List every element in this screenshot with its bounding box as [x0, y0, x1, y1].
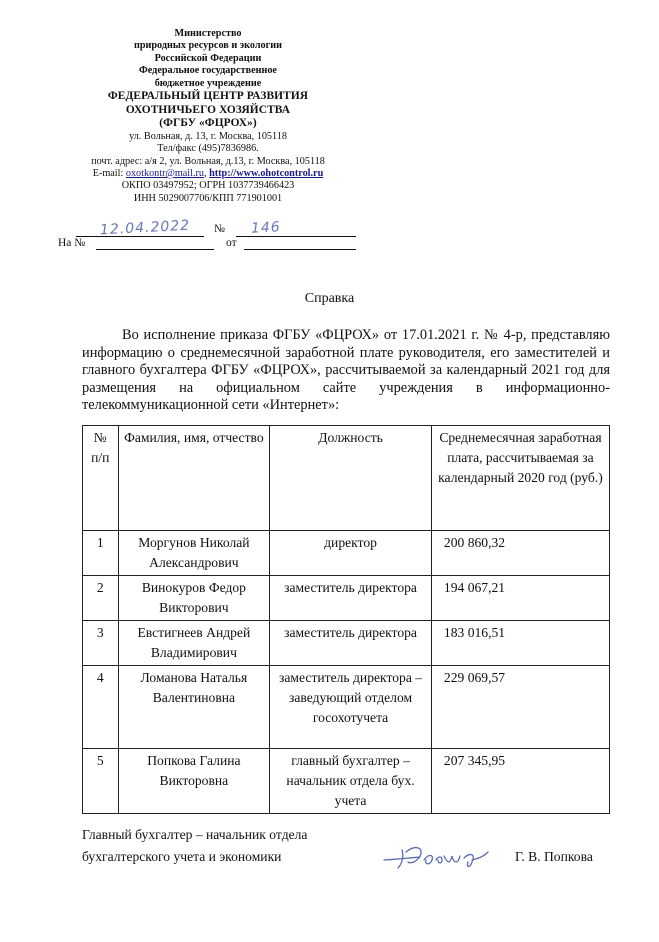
body-paragraph: Во исполнение приказа ФГБУ «ФЦРОХ» от 17.01.2021 г. № 4-р, представляю информацию о среднемесячной заработной плате руководителя, его заместителей и главного бухгалтера ФГБУ «ФЦРОХ», рассчитываемой за календарный 2021 год для размещения на официальном сайте учреждения в информационно-телекоммуникационной сети «Интернет»:: [82, 327, 610, 414]
okpo-line: ОКПО 03497952; ОГРН 1037739466423: [121, 180, 295, 192]
contacts-line: [72, 168, 344, 180]
table-row: [83, 666, 610, 749]
row-salary: 183 016,51: [431, 621, 609, 666]
header-salary: Среднемесячная заработная плата, рассчитываемая за календарный 2020 год (руб.): [431, 426, 609, 531]
table-row: [83, 621, 610, 666]
outgoing-number: 146: [250, 219, 282, 237]
website-link[interactable]: http://www.ohotcontrol.ru: [209, 168, 324, 180]
table-row: [83, 531, 610, 576]
ministry-line: природных ресурсов и экологии: [133, 40, 283, 52]
org-name-line: (ФГБУ «ФЦРОХ»): [159, 117, 257, 130]
row-number: 3: [83, 621, 119, 666]
email-link[interactable]: oxotkontr@mail.ru: [125, 168, 204, 180]
signatory-position-line: бухгалтерского учета и экономики: [82, 849, 282, 864]
agency-line: Федеральное государственное: [139, 65, 277, 77]
agency-line: бюджетное учреждение: [154, 77, 262, 89]
ministry-line: Российской Федерации: [154, 52, 262, 64]
row-number: 4: [83, 666, 119, 749]
table-header-row: [83, 426, 610, 531]
signature-block: [82, 824, 610, 868]
number-sign: №: [214, 223, 225, 235]
row-salary: 200 860,32: [431, 531, 609, 576]
table-row: [83, 749, 610, 814]
inn-line: ИНН 5029007706/КПП 771901001: [133, 192, 283, 204]
row-name: Винокуров Федор Викторович: [118, 576, 270, 621]
row-number: 5: [83, 749, 119, 814]
incoming-date-label: от: [226, 237, 237, 249]
org-name-line: ОХОТНИЧЬЕГО ХОЗЯЙСТВА: [125, 103, 291, 116]
row-position: заместитель директора – заведующий отделом госохотучета: [270, 666, 432, 749]
signatory-position-line: Главный бухгалтер – начальник отдела: [82, 827, 308, 842]
row-salary: 207 345,95: [431, 749, 609, 814]
row-position: заместитель директора: [270, 576, 432, 621]
salary-table: [82, 425, 610, 814]
row-position: заместитель директора: [270, 621, 432, 666]
email-label: E-mail:: [92, 168, 126, 180]
telfax-line: Тел/факс (495)7836986.: [157, 143, 259, 155]
letterhead: [72, 28, 344, 205]
row-name: Ломанова Наталья Валентиновна: [118, 666, 270, 749]
signatory-name: Г. В. Попкова: [515, 849, 593, 864]
row-name: Моргунов Николай Александрович: [118, 531, 270, 576]
handwritten-signature: [380, 838, 490, 878]
row-salary: 229 069,57: [431, 666, 609, 749]
row-number: 1: [83, 531, 119, 576]
header-position: Должность: [270, 426, 432, 531]
row-name: Попкова Галина Викторовна: [118, 749, 270, 814]
incoming-number-row: [58, 237, 358, 253]
incoming-date-underline: [244, 249, 356, 250]
ministry-line: Министерство: [174, 28, 242, 39]
row-name: Евстигнеев Андрей Владимирович: [118, 621, 270, 666]
row-salary: 194 067,21: [431, 576, 609, 621]
postal-line: почт. адрес: а/я 2, ул. Вольная, д.13, г. Москва, 105118: [91, 155, 325, 167]
org-name-line: ФЕДЕРАЛЬНЫЙ ЦЕНТР РАЗВИТИЯ: [107, 90, 309, 103]
contacts-separator: ,: [204, 168, 210, 180]
row-number: 2: [83, 576, 119, 621]
row-position: главный бухгалтер – начальник отдела бух. учета: [270, 749, 432, 814]
document-title: Справка: [304, 291, 355, 306]
header-name: Фамилия, имя, отчество: [118, 426, 270, 531]
row-position: директор: [270, 531, 432, 576]
table-row: [83, 576, 610, 621]
address-line: ул. Вольная, д. 13, г. Москва, 105118: [129, 130, 287, 142]
incoming-number-underline: [96, 249, 214, 250]
outgoing-date: 12.04.2022: [99, 217, 191, 239]
header-number: № п/п: [83, 426, 119, 531]
incoming-number-label: На №: [58, 237, 86, 249]
